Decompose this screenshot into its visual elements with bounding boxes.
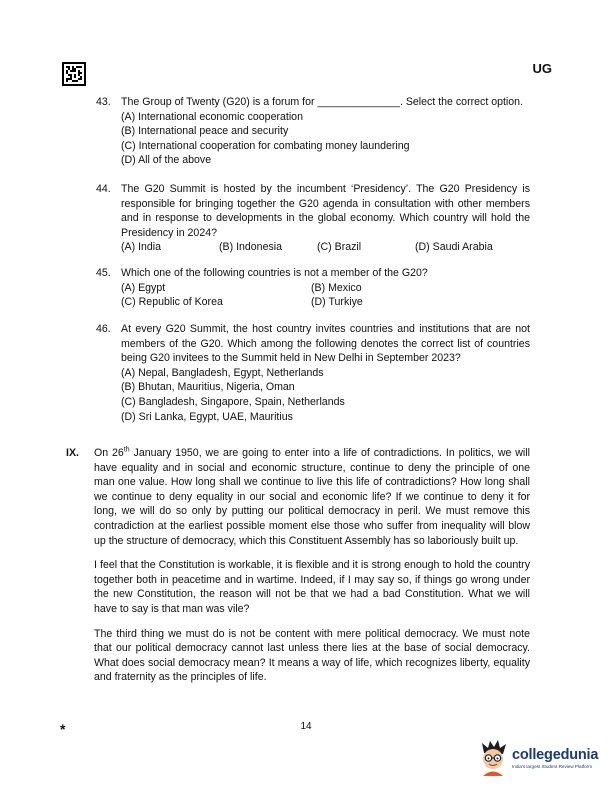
question-text: Which one of the following countries is not a member of the G20?	[121, 267, 428, 279]
question-text: The G20 Summit is hosted by the incumbent ‘Presidency’. The G20 Presidency is responsible for bringing together the G20 agenda in consultation with other members and in response to developments in the global economy. Which country will hold the Presidency in 2024?	[121, 183, 530, 239]
option-a: (A) International economic cooperation	[121, 110, 303, 123]
question-number: 45.	[96, 267, 111, 279]
page-number: 14	[300, 721, 312, 732]
option-c: (C) Bangladesh, Singapore, Spain, Netherlands	[121, 395, 345, 408]
question-43	[96, 95, 530, 168]
option-a: (A) India	[121, 241, 162, 254]
option-c: (C) International cooperation for combating money laundering	[121, 139, 410, 152]
option-d: (D) Turkiye	[311, 296, 363, 309]
question-46	[96, 322, 530, 424]
student-mascot-icon	[476, 739, 510, 777]
option-a: (A) Egypt	[121, 281, 166, 294]
question-44	[96, 182, 530, 255]
option-c: (C) Brazil	[317, 241, 362, 254]
question-number: 44.	[96, 183, 111, 195]
passage-paragraph-2: I feel that the Constitution is workable, it is flexible and it is strong enough to hold the country together both in peacetime and in wartime. Indeed, if I may say so, if things go wrong under the new Constitution, the reason will not be that we had a bad Constitution. What we will have to say is that man was vile?	[94, 559, 530, 615]
p1-rest: January 1950, we are going to enter into a life of contradictions. In politics, we will have equality and in social and economic structure, continue to deny the principle of one man one value. How long shall we continue to live this life of contradictions? How long shall we continue to deny equality in our social and economic life? If we continue to deny it for long, we will do so only by putting our political democracy in peril. We must remove this contradiction at the earliest possible moment else those who suffer from inequality will blow up the structure of democracy, which this Constituent Assembly has so laboriously built up.	[94, 447, 530, 547]
p1-superscript: th	[123, 446, 130, 454]
passage-number: IX.	[66, 447, 79, 459]
option-d: (D) Saudi Arabia	[415, 241, 493, 254]
paper-code: UG	[532, 61, 552, 76]
brand-tagline: India's largest Student Review Platform	[512, 764, 593, 769]
option-d: (D) All of the above	[121, 154, 212, 167]
option-a: (A) Nepal, Bangladesh, Egypt, Netherlands	[121, 366, 324, 379]
option-b: (B) Indonesia	[219, 241, 283, 254]
question-45	[96, 266, 530, 310]
question-text: The Group of Twenty (G20) is a forum for ______________. Select the correct option.	[121, 96, 524, 108]
collegedunia-logo	[476, 739, 598, 777]
footer-star: *	[60, 721, 66, 737]
passage-paragraph-1	[94, 446, 530, 548]
option-b: (B) International peace and security	[121, 125, 289, 138]
p1-start: On 26	[94, 447, 124, 459]
passage-ix	[66, 446, 530, 685]
option-b: (B) Bhutan, Mauritius, Nigeria, Oman	[121, 381, 295, 394]
option-b: (B) Mexico	[311, 281, 362, 294]
passage-paragraph-3: The third thing we must do is not be content with mere political democracy. We must note that our political democracy cannot last unless there lies at the base of social democracy. What does social democracy mean? It means a way of life, which recognizes liberty, equality and fraternity as the principles of life.	[94, 627, 530, 684]
question-number: 46.	[96, 323, 111, 335]
option-c: (C) Republic of Korea	[121, 296, 223, 309]
question-number: 43.	[96, 96, 111, 108]
brand-name: collegedunia	[512, 747, 599, 763]
option-d: (D) Sri Lanka, Egypt, UAE, Mauritius	[121, 410, 293, 423]
qr-code-icon	[62, 62, 86, 86]
question-text: At every G20 Summit, the host country invites countries and institutions that are not members of the G20. Which among the following denotes the correct list of countries being G20 invitees to the Summit held in New Delhi in September 2023?	[121, 323, 530, 365]
